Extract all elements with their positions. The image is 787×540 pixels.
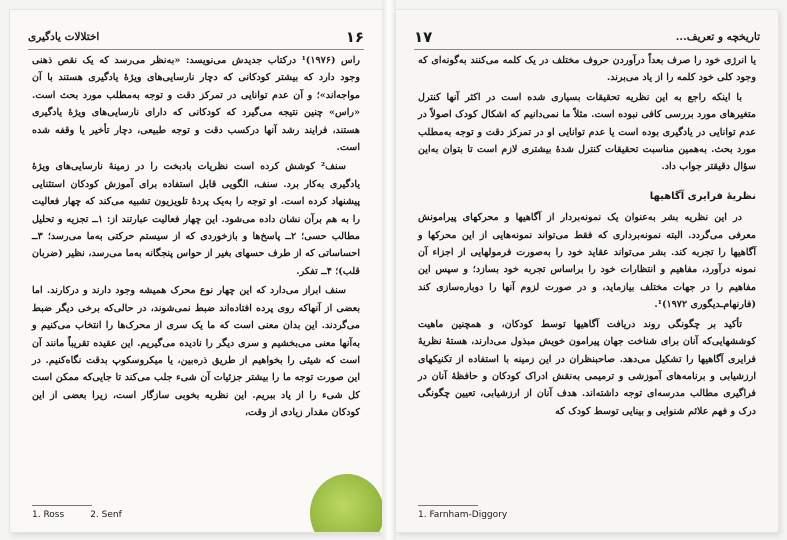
paragraph: سنف ابراز می‌دارد که این چهار نوع محرک همیشه وجود دارند و درکارند. اما بعضی از آنهاکه روی پرده افتاده‌اند ضبط نمی‌شوند، در حالی‌که برخی دیگر ضبط می‌گردند. این بدان معنی است که ما یک سری از محرک‌ها را انتخاب می‌کنیم و به‌آنها معنی می‌بخشیم و سری دیگر را نادیده می‌گیریم. این عقیده تقریباً مانند آن است که شیئی را بخواهیم از طریق ذره‌بین، یا میکروسکوپ بدقت نگاه‌کنیم. در این صورت توجه ما را بیشتر جزئیات آن شیء جلب می‌کند تا جایی‌که ممکن است کل شیء را از یاد ببریم. این نظریه بخوبی سازگار است، زیرا بعضی از این کودکان مقدار زیادی از وقت، bbox=[32, 285, 360, 419]
left-page-header bbox=[28, 28, 364, 50]
right-page bbox=[396, 10, 778, 532]
footnotes bbox=[418, 510, 756, 520]
paragraph: با اینکه راجع به این نظریه تحقیقات بسیاری شده است در اکثر آنها کنترل متغیرهای مورد بررسی کافی نبوده است. مثلاً ما نمی‌دانیم که اشکال کودک اصولاً در عدم توانایی در یادگیری بوده است یا عدم توانایی او در تمرکز دقت و توجه به‌مطلب مورد بحث. به‌همین مناسبت تحقیقات کنترل شدهٔ بیشتری لازم است تا بتوان به‌این سؤال دقیقتر جواب داد. bbox=[418, 91, 756, 173]
page-number: ۱۷ bbox=[414, 28, 433, 46]
thumb-blur bbox=[310, 474, 382, 532]
left-page-body bbox=[32, 52, 360, 424]
section-heading: نظریهٔ فرایری آگاهیها bbox=[649, 190, 756, 202]
running-title: تاریخچه و تعریف... bbox=[675, 31, 760, 43]
running-title: اختلالات یادگیری bbox=[28, 31, 100, 43]
footnote: 1. Ross bbox=[32, 510, 65, 520]
paragraph: تأکید بر چگونگی روند دریافت آگاهیها توسط کودکان، و همچنین ماهیت کوششهایی‌که آنان برای شناخت جهان پیرامون خویش مبذول می‌دارند، هستهٔ نظریهٔ فرایری آگاهیها را تشکیل می‌دهد. صاحبنظران در این زمینه با استفاده از تکنیکهای ارزشیابی و برنامه‌های آموزشی و ترمیمی به‌نقش ادراک کودکان و حافظهٔ آنان در فراگیری مطالب مدرسه‌ای توجه داشته‌اند. هدف آنان از ارزشیابی، تعیین چگونگی درک و فهم علائم شنوایی و بینایی توسط کودک که bbox=[418, 318, 756, 417]
page-number: ۱۶ bbox=[345, 28, 364, 46]
paragraph: یا انرژی خود را صرف بعداً درآوردن حروف مختلف در یک کلمه می‌کنند به‌گونه‌ای که وجود کلی خود کلمه را از یاد می‌برند. bbox=[418, 55, 756, 84]
right-page-header bbox=[414, 28, 760, 50]
footnote: 1. Farnham-Diggory bbox=[418, 510, 508, 520]
right-page-body bbox=[418, 52, 756, 422]
book-gutter bbox=[382, 0, 396, 540]
paragraph: راس (۱۹۷۶)¹ درکتاب جدیدش می‌نویسد: «به‌نظر می‌رسد که یک نقص ذهنی وجود دارد که بیشتر کودکانی که دچار نارسایی‌های ویژهٔ یادگیری هستند با آن مواجه‌اند»؛ و آن عدم توانایی در تمرکز دقت و توجه به‌مطلب مورد بحث است. «راس» چنین نتیجه می‌گیرد که کودکانی که دارای نارسایی‌های ویژهٔ یادگیری هستند، فرایند رشد آنها درکسب دقت و توجه طبیعی، دچار تأخیر یا وقفه شده است. bbox=[32, 55, 361, 154]
paragraph: در این نظریه بشر به‌عنوان یک نمونه‌بردار از آگاهیها و محرکهای پیرامونش معرفی می‌گردد. البته نمونه‌برداری که فقط می‌تواند نمونه‌هایی از این محرکها و آگاهیها را تجربه کند. بشر می‌تواند عقاید خود را به‌صورت فرمولهایی از اجزاء آن نمونه درآورد، مفاهیم و انتظارات خود را براساس تجربه خود بسازد؛ و سپس این مفاهیم را در جهات مختلف بیازماید، و در صورت لزوم آنها را دوباره‌سازی کند (فارنهام‌ـدیگوری ۱۹۷۲)¹. bbox=[418, 212, 756, 311]
paragraph: سنف² کوشش کرده است نظریات بادبخت را در زمینهٔ نارسایی‌های ویژهٔ یادگیری به‌کار برد. سنف، الگویی قابل استفاده برای آموزش کودکان استثنایی پیشنهاد کرده است. او توجه را به‌یک پردهٔ تلویزیون تشبیه می‌کند که چهار فعالیت را به هم برآن نشان داده می‌شود. این چهار فعالیت عبارتند از: ۱ــ تجزیه و تحلیل مطالب حسی؛ ۲ــ پاسخ‌ها و بازخوردی که از سیستم حرکتی به‌ما می‌رسد؛ ۳ــ احساساتی که از طرف حسهای بغیر از حواس پنجگانه به‌ما می‌رسد، نظیر (ضربان قلب)؛ ۴ــ تفکر. bbox=[32, 161, 360, 277]
left-page bbox=[10, 10, 382, 532]
footnote: 2. Senf bbox=[90, 510, 122, 520]
